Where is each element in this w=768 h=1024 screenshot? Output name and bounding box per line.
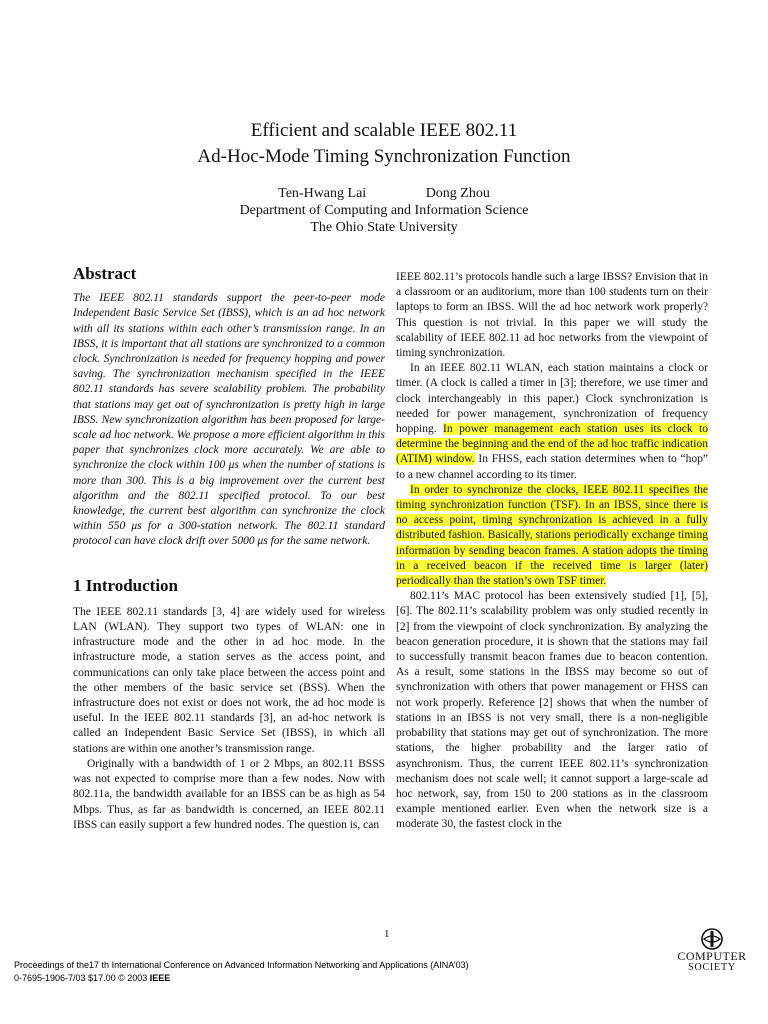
- title-line-2: Ad-Hoc-Mode Timing Synchronization Function: [197, 146, 571, 167]
- right-column: [396, 270, 708, 833]
- author-names: [0, 185, 768, 202]
- computer-society-logo: [662, 928, 762, 976]
- abstract-heading: Abstract: [73, 264, 137, 283]
- footer-line-2: [14, 972, 469, 985]
- abstract-text: The IEEE 802.11 standards support the peer-to-peer mode Independent Basic Service Set (IBSS), which is an ad hoc network with all its stations within each other’s transmission range. In an IBSS, it is important that all stations are synchronized to a common clock. Synchronization is needed for frequency hopping and power saving. The synchronization mechanism specified in the IEEE 802.11 standards has severe scalability problem. The probability that stations may get out of synchronization is pretty high in large IBSS. New synchronization algorithm has been proposed for large-scale ad hoc network. We propose a more efficient algorithm in this paper that synchronizes clock more accurately. We are able to synchronize the clock within 100 μs when the number of stations is more than 300. This is a big improvement over the current best algorithm and the 802.11 specified protocol. To our best knowledge, the current best algorithm can synchronize the clock within 550 μs for a 300-station network. The 802.11 standard protocol can have clock drift over 5000 μs for the same network.: [73, 292, 385, 548]
- body-paragraph: [396, 483, 708, 589]
- intro-paragraph: The IEEE 802.11 standards [3, 4] are widely used for wireless LAN (WLAN). They support two types of WLAN: one in infrastructure mode and the other in ad hoc mode. In the infrastructure mode, a station serves as the access point, and communications can only take place between the access point and the other members of the basic service set (BSS). When the infrastructure does not exist or does not work, the ad hoc mode is useful. In the IEEE 802.11 standards [3], an ad-hoc network is called an Independent Basic Service Set (IBSS), in which all stations are within one another’s transmission range.: [73, 605, 385, 755]
- highlighted-text: In order to synchronize the clocks, IEEE 802.11 specifies the timing synchronization function (TSF). In an IBSS, since there is no access point, timing synchronization is achieved in a fully distributed fashion. Basically, stations periodically exchange timing information by sending beacon frames. A station adopts the timing in a received beacon if the received time is larger (later) periodically than the station’s own TSF timer.: [396, 483, 708, 588]
- logo-society-text: SOCIETY: [688, 962, 736, 973]
- footer-line-1: Proceedings of the17 th International Conference on Advanced Information Networking and Applications (AINA’03): [14, 960, 469, 970]
- body-text: In FHSS, each station determines when to “hop” to a new channel according to its timer.: [396, 453, 708, 481]
- author-university: The Ohio State University: [310, 220, 458, 235]
- body-paragraph: IEEE 802.11’s protocols handle such a large IBSS? Envision that in a classroom or an auditorium, more than 100 students turn on their laptops to form an IBSS. Will the ad hoc network work properly? This question is not trivial. In this paper we will study the scalability of IEEE 802.11 ad hoc networks from the viewpoint of timing synchronization.: [396, 271, 708, 360]
- ieee-emblem-icon: [695, 928, 729, 950]
- author-block: [0, 185, 768, 236]
- proceedings-footer: [14, 959, 469, 985]
- left-column: [73, 266, 385, 833]
- body-paragraph: [396, 361, 708, 483]
- body-paragraph: 802.11’s MAC protocol has been extensively studied [1], [5], [6]. The 802.11’s scalability problem was only studied recently in [2] from the viewpoint of clock synchronization. By analyzing the beacon generation procedure, it is shown that the stations may fail to successfully transmit beacon frames due to beacon contention. As a result, some stations in the IBSS may become so out of synchronization with others that power management or FHSS can not work properly. Reference [2] shows that when the number of stations in an IBSS is not very small, there is a non-negligible probability that stations may get out of synchronization. The more stations, the higher probability and the larger ratio of asynchronism. Thus, the current IEEE 802.11’s synchronization mechanism does not scale well; it cannot support a large-scale ad hoc network, say, from 150 to 200 stations as in the classroom example mentioned earlier. Even when the network size is a moderate 30, the fastest clock in the: [396, 590, 708, 831]
- body-text: In an IEEE 802.11 WLAN, each station maintains a clock or timer. (A clock is called a timer in [3]; therefore, we use timer and clock interchangeably in this paper.) Clock synchronization is needed for power management, synchronization of frequency hopping.: [396, 362, 708, 436]
- paper-title: [0, 118, 768, 170]
- logo-computer-text: COMPUTER: [677, 949, 747, 963]
- author-department: Department of Computing and Information Science: [239, 203, 529, 218]
- title-line-1: Efficient and scalable IEEE 802.11: [250, 120, 518, 141]
- author-name: Ten-Hwang Lai: [278, 186, 367, 201]
- author-name: Dong Zhou: [425, 186, 490, 201]
- section-heading-introduction: 1 Introduction: [73, 575, 179, 595]
- footer-brand: IEEE: [149, 973, 171, 983]
- page-number: 1: [384, 928, 390, 940]
- highlighted-text: In power management each station uses its clock to determine the beginning and the end of the ad hoc traffic indication (ATIM) window.: [396, 423, 708, 466]
- intro-paragraph: Originally with a bandwidth of 1 or 2 Mbps, an 802.11 BSSS was not expected to comprise more than a few nodes. Now with 802.11a, the bandwidth available for an IBSS can be as high as 54 Mbps. Thus, as far as bandwidth is concerned, an IEEE 802.11 IBSS can easily support a few hundred nodes. The question is, can: [73, 757, 385, 831]
- footer-isbn: 0-7695-1906-7/03 $17.00 © 2003: [14, 973, 150, 983]
